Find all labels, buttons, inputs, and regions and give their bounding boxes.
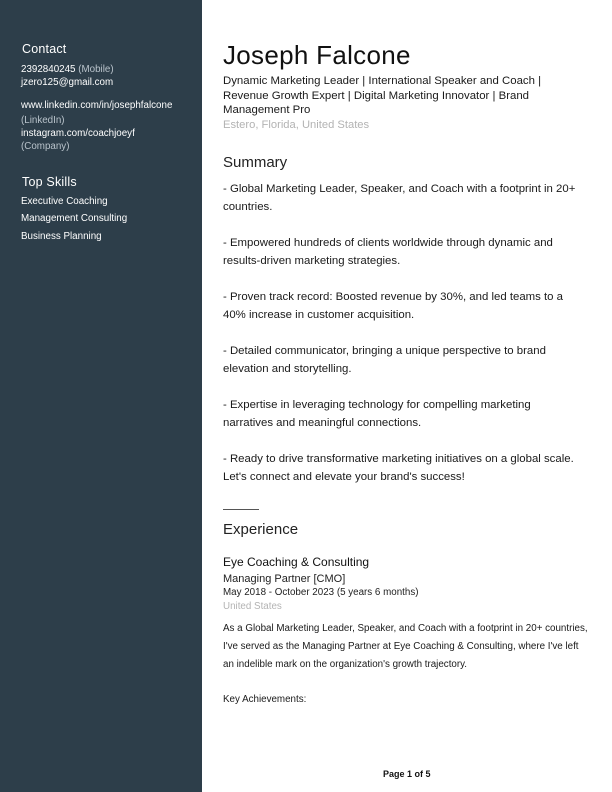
- headline: Dynamic Marketing Leader | International Speaker and Coach | Revenue Growth Expert | Digital Marketing Innovator | Brand Management Pro: [223, 75, 542, 116]
- summary-paragraph: - Global Marketing Leader, Speaker, and Coach with a footprint in 20+ countries.: [223, 183, 576, 213]
- job-location: United States: [223, 601, 282, 612]
- summary-paragraph: - Detailed communicator, bringing a unique perspective to brand elevation and storytelling.: [223, 345, 546, 375]
- experience-heading: Experience: [223, 521, 299, 538]
- phone-type: (Mobile): [78, 64, 114, 75]
- contact-heading: Contact: [22, 42, 67, 56]
- linkedin-link[interactable]: www.linkedin.com/in/josephfalcone: [21, 100, 173, 111]
- skill-item: Business Planning: [21, 231, 102, 242]
- linkedin-label: (LinkedIn): [21, 115, 65, 126]
- skill-item: Executive Coaching: [21, 196, 108, 207]
- skill-item: Management Consulting: [21, 213, 128, 224]
- location: Estero, Florida, United States: [223, 119, 370, 131]
- company-name: Eye Coaching & Consulting: [223, 555, 370, 569]
- section-divider: [223, 509, 259, 510]
- page-number: Page 1 of 5: [383, 769, 431, 779]
- job-dates: May 2018 - October 2023 (5 years 6 months): [223, 587, 419, 598]
- candidate-name: Joseph Falcone: [223, 40, 411, 70]
- instagram-label: (Company): [21, 141, 70, 152]
- summary-paragraph: - Ready to drive transformative marketing initiatives on a global scale. Let's connect and elevate your brand's success!: [223, 453, 574, 483]
- job-title: Managing Partner [CMO]: [223, 573, 346, 585]
- instagram-link[interactable]: instagram.com/coachjoeyf: [21, 128, 135, 139]
- summary-paragraph: - Empowered hundreds of clients worldwide through dynamic and results-driven marketing strategies.: [223, 237, 553, 267]
- summary-heading: Summary: [223, 154, 288, 171]
- phone-line: [21, 64, 114, 75]
- skills-heading: Top Skills: [22, 175, 77, 189]
- summary-paragraph: - Expertise in leveraging technology for compelling marketing narratives and meaningful connections.: [223, 399, 531, 429]
- phone-number[interactable]: 2392840245: [21, 64, 76, 75]
- key-achievements-label: Key Achievements:: [223, 694, 307, 705]
- job-description: As a Global Marketing Leader, Speaker, and Coach with a footprint in 20+ countries, I've served as the Managing Partner at Eye Coaching & Consulting, where I've left an indelible mark on the organization's growth trajectory.: [223, 623, 588, 670]
- email-link[interactable]: jzero125@gmail.com: [21, 77, 114, 88]
- sidebar: [0, 0, 202, 792]
- summary-paragraph: - Proven track record: Boosted revenue by 30%, and led teams to a 40% increase in customer acquisition.: [223, 291, 564, 321]
